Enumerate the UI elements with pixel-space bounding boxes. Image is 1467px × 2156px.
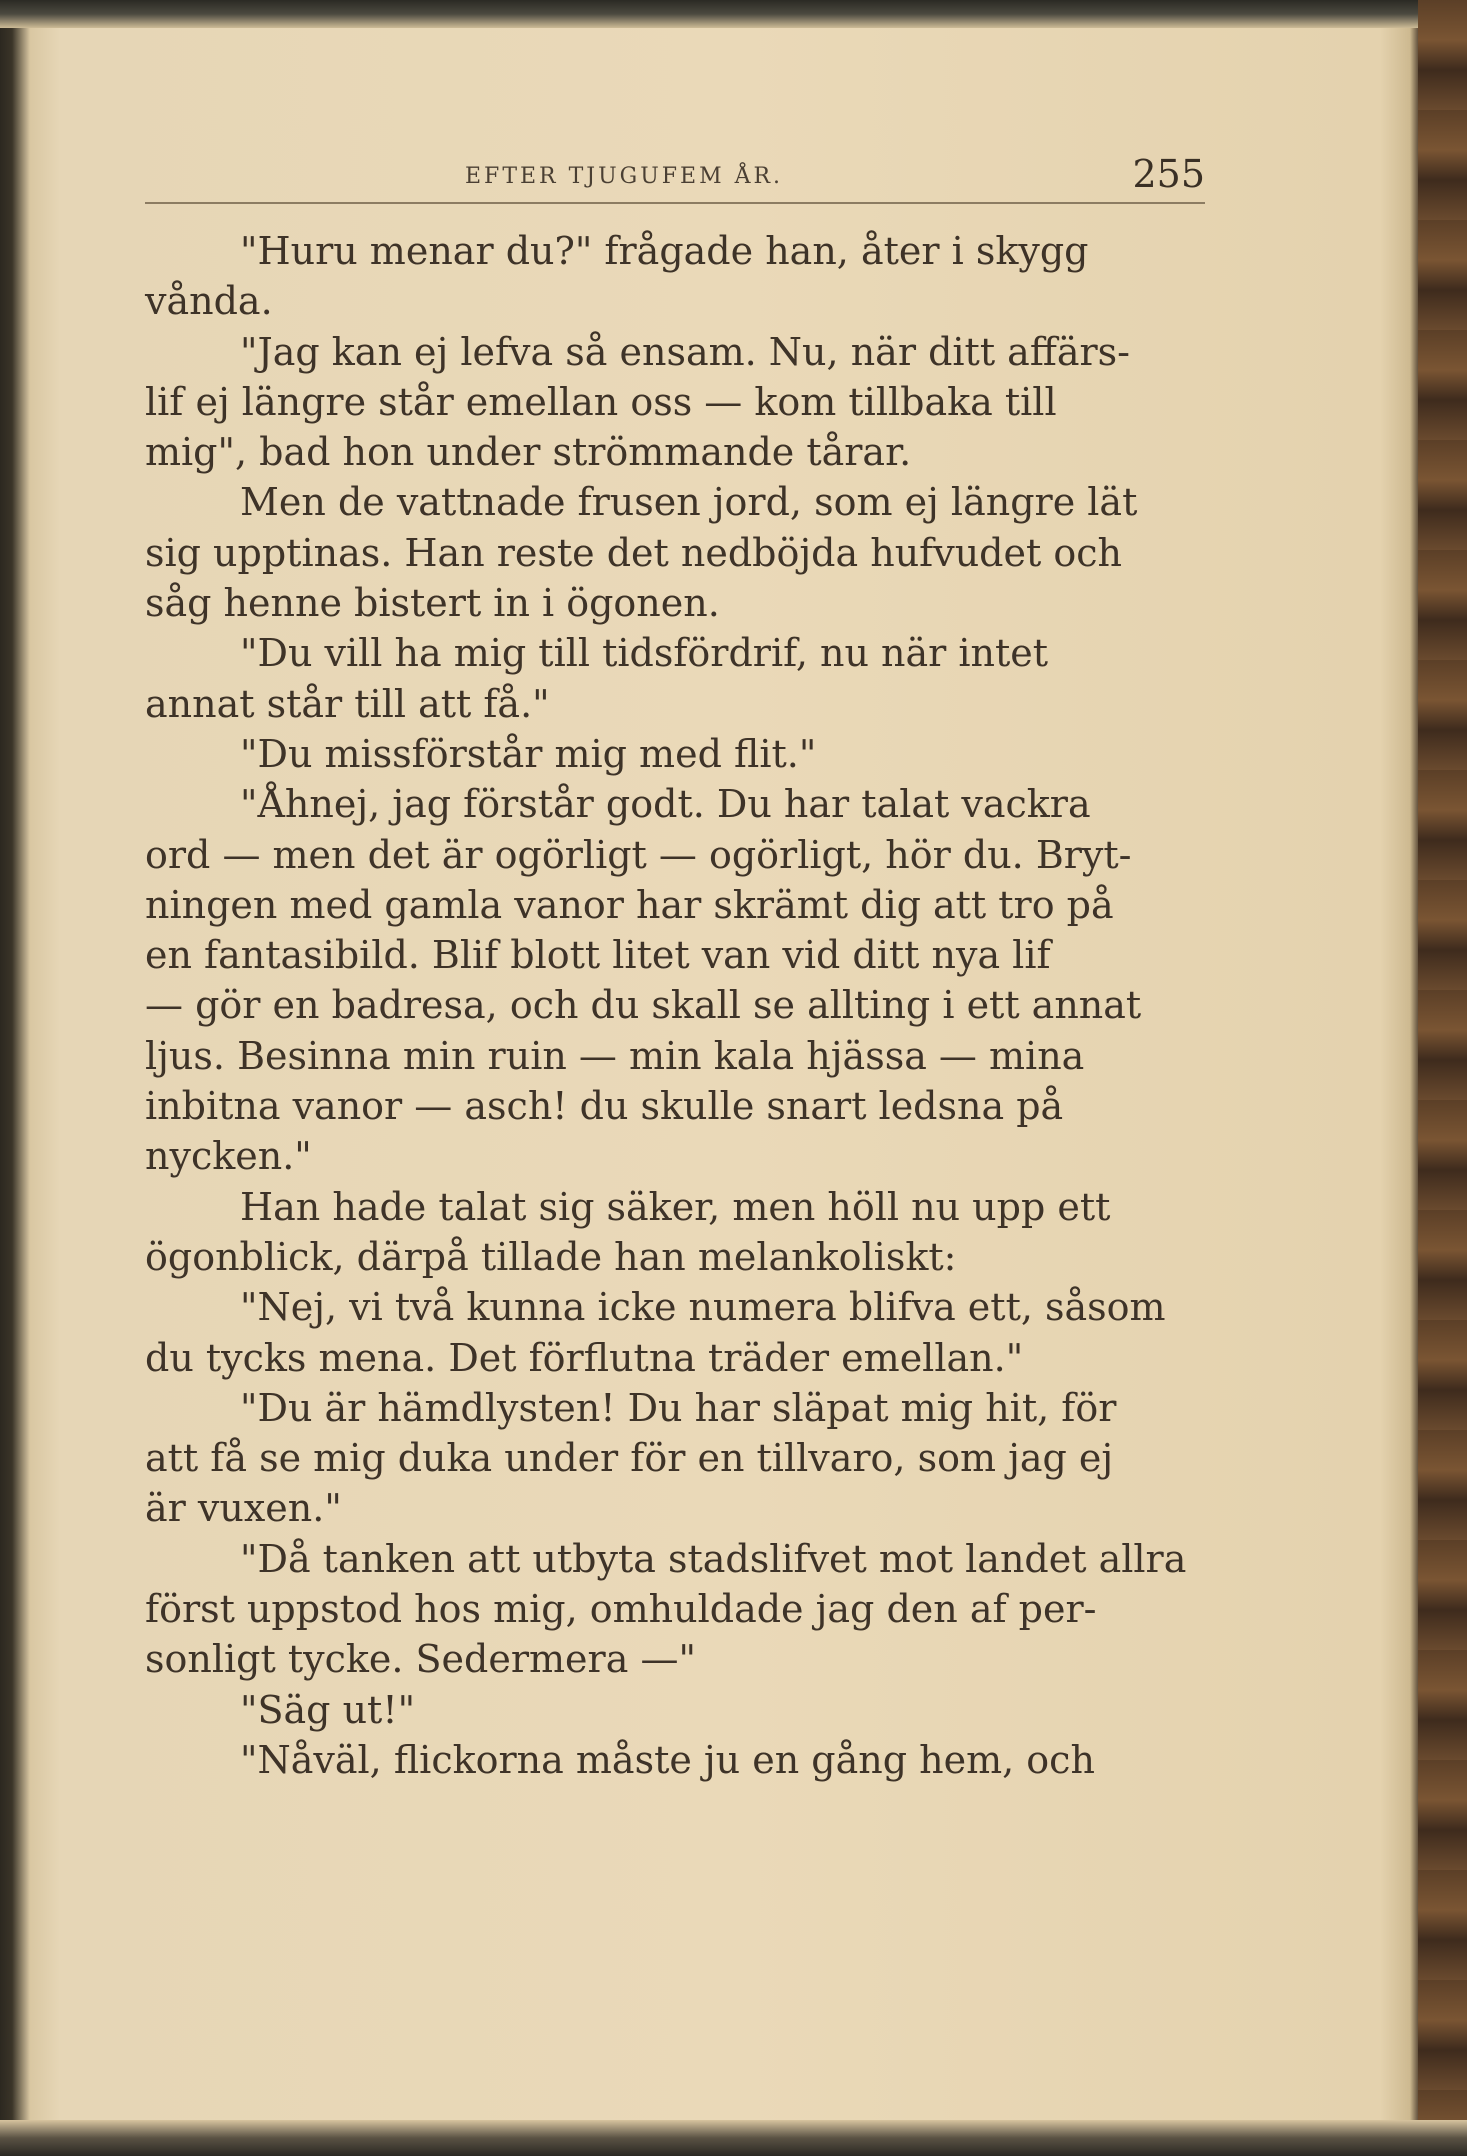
- text-line: vånda.: [145, 279, 273, 324]
- text-line: "Nej, vi två kunna icke numera blifva ett, såsom: [240, 1285, 1166, 1330]
- running-head: EFTER TJUGUFEM ÅR.: [465, 164, 784, 189]
- text-line: "Du är hämdlysten! Du har släpat mig hit, för: [240, 1385, 1117, 1430]
- text-line: lif ej längre står emellan oss — kom tillbaka till: [145, 379, 1057, 424]
- text-line: ningen med gamla vanor har skrämt dig att tro på: [145, 882, 1114, 927]
- text-line: — gör en badresa, och du skall se allting i ett annat: [145, 983, 1142, 1028]
- text-line: ljus. Besinna min ruin — min kala hjässa — mina: [145, 1033, 1085, 1078]
- text-line: är vuxen.": [145, 1486, 342, 1531]
- text-line: "Du vill ha mig till tidsfördrif, nu när intet: [240, 631, 1049, 676]
- book-spine-edge: [1418, 0, 1467, 2156]
- text-line: Han hade talat sig säker, men höll nu upp ett: [240, 1184, 1111, 1229]
- text-line: först uppstod hos mig, omhuldade jag den af per-: [145, 1587, 1097, 1632]
- text-line: "Nåväl, flickorna måste ju en gång hem, och: [240, 1737, 1095, 1782]
- text-line: "Då tanken att utbyta stadslifvet mot landet allra: [240, 1536, 1187, 1581]
- text-line: du tycks mena. Det förflutna träder emellan.": [145, 1335, 1024, 1380]
- text-line: mig", bad hon under strömmande tårar.: [145, 430, 912, 475]
- text-line: ord — men det är ogörligt — ogörligt, hör du. Bryt-: [145, 832, 1132, 877]
- page-bottom-edge: [0, 2120, 1467, 2156]
- text-line: inbitna vanor — asch! du skulle snart ledsna på: [145, 1084, 1064, 1129]
- text-line: "Du missförstår mig med flit.": [240, 731, 817, 776]
- text-line: "Åhnej, jag förstår godt. Du har talat vackra: [240, 782, 1091, 827]
- text-line: en fantasibild. Blif blott litet van vid ditt nya lif: [145, 933, 1051, 978]
- text-line: att få se mig duka under för en tillvaro, som jag ej: [145, 1436, 1114, 1481]
- text-line: "Säg ut!": [240, 1687, 416, 1732]
- page-header: [145, 150, 1205, 204]
- page-number: 255: [1132, 152, 1205, 196]
- text-line: såg henne bistert in i ögonen.: [145, 581, 720, 626]
- page-top-edge: [0, 0, 1467, 28]
- text-line: Men de vattnade frusen jord, som ej längre lät: [240, 480, 1138, 525]
- text-line: nycken.": [145, 1134, 312, 1179]
- text-line: sig upptinas. Han reste det nedböjda hufvudet och: [145, 530, 1122, 575]
- body-text: [145, 226, 1205, 1785]
- text-line: sonligt tycke. Sedermera —": [145, 1637, 696, 1682]
- page-content: [145, 150, 1205, 1785]
- text-line: annat står till att få.": [145, 681, 550, 726]
- text-line: "Jag kan ej lefva så ensam. Nu, när ditt affärs-: [240, 329, 1130, 374]
- text-line: "Huru menar du?" frågade han, åter i skygg: [240, 229, 1089, 273]
- text-line: ögonblick, därpå tillade han melankoliskt:: [145, 1234, 957, 1279]
